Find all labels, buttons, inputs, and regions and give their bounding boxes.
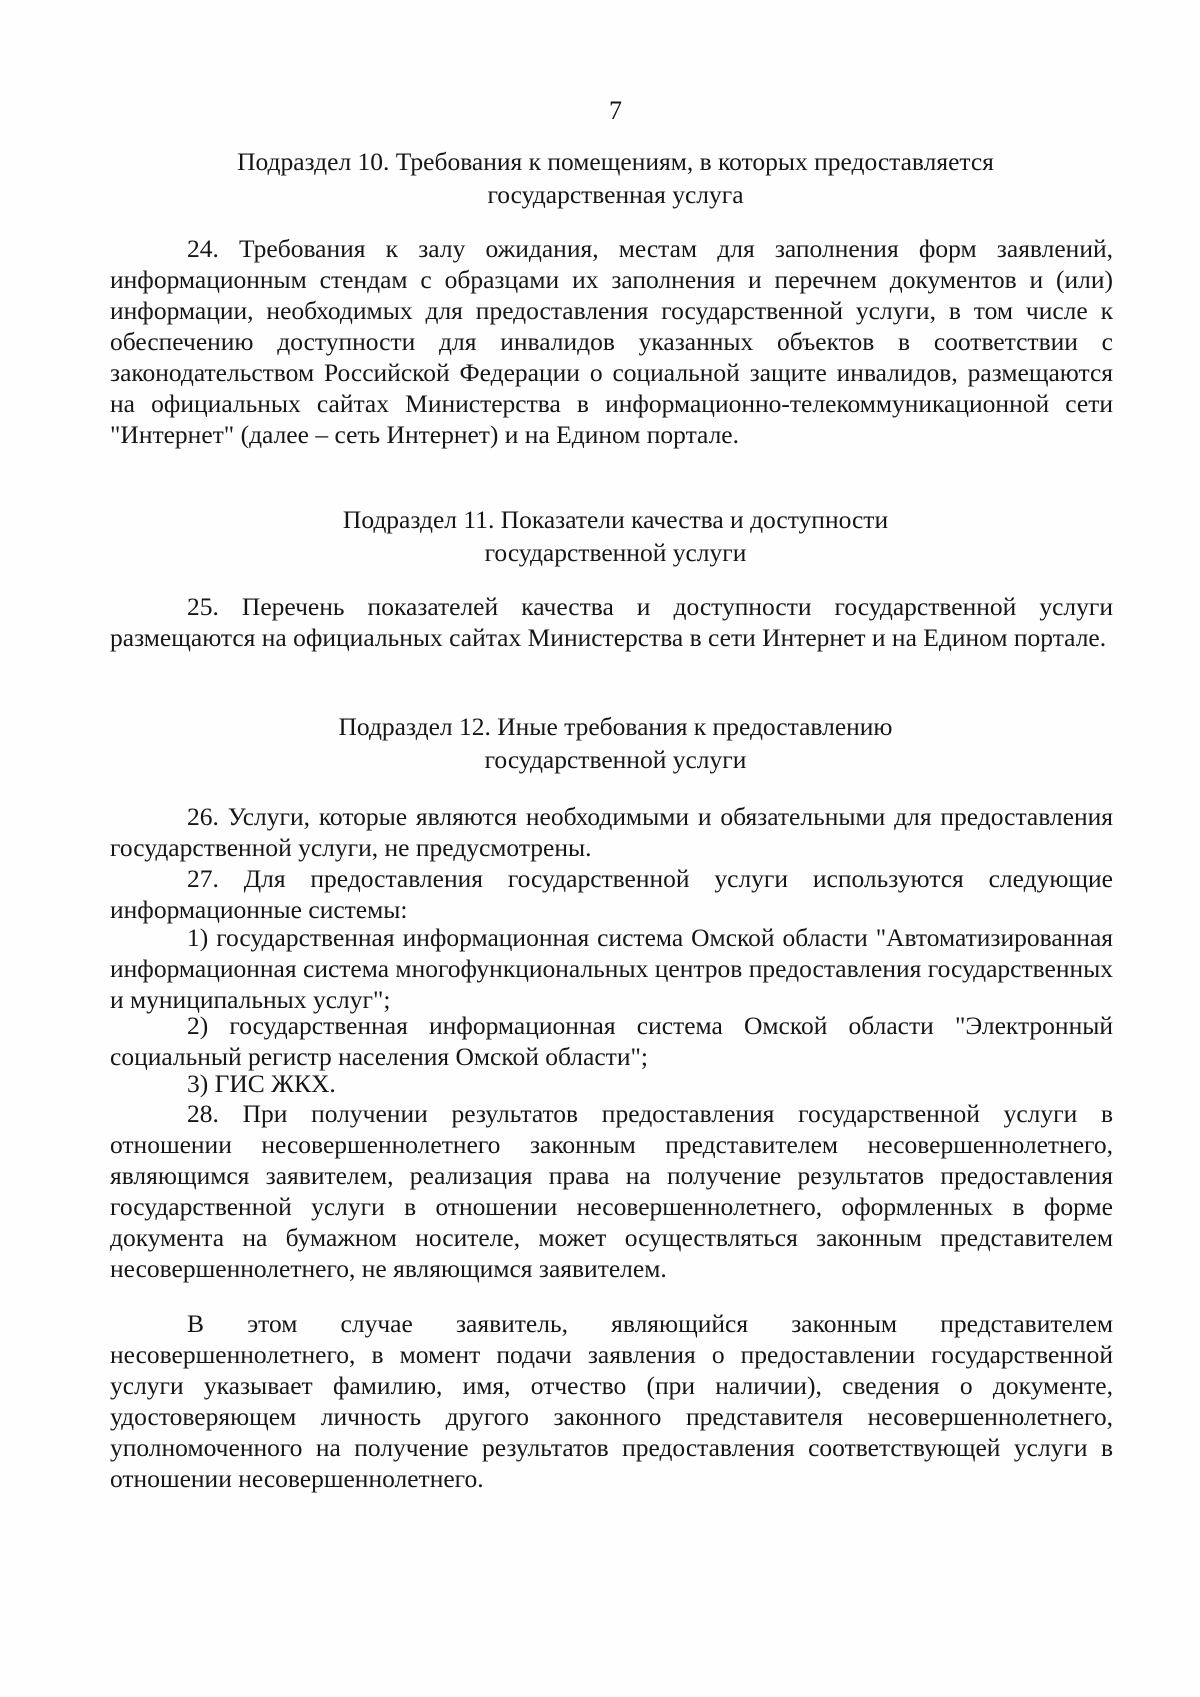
heading-line: Подраздел 10. Требования к помещениям, в которых предоставляется bbox=[237, 147, 994, 176]
paragraph-27-item-2: 2) государственная информационная система Омской области "Электронный социальный регистр населения Омской области"; bbox=[110, 1011, 1113, 1071]
heading-line: Подраздел 12. Иные требования к предоставлению bbox=[338, 712, 893, 741]
heading-line: государственной услуги bbox=[484, 538, 747, 567]
heading-line: Подраздел 11. Показатели качества и доступности bbox=[342, 505, 889, 534]
paragraph-24: 24. Требования к залу ожидания, местам для заполнения форм заявлений, информационным стендам с образцами их заполнения и перечнем документов и (или) информации, необходимых для предоставления государственной услуги, в том числе к обеспечению доступности для инвалидов указанных объектов в соответствии с законодательством Российской Федерации о социальной защите инвалидов, размещаются на официальных сайтах Министерства в информационно-телекоммуникационной сети "Интернет" (далее – сеть Интернет) и на Едином портале. bbox=[110, 234, 1113, 449]
paragraph-28-continuation: В этом случае заявитель, являющийся законным представителем несовершеннолетнего, в момент подачи заявления о предоставлении государственной услуги указывает фамилию, имя, отчество (при наличии), сведения о документе, удостоверяющем личность другого законного представителя несовершеннолетнего, уполномоченного на получение результатов предоставления соответствующей услуги в отношении несовершеннолетнего. bbox=[110, 1309, 1113, 1493]
page-number: 7 bbox=[609, 96, 622, 125]
heading-line: государственная услуга bbox=[487, 180, 744, 209]
heading-line: государственной услуги bbox=[484, 745, 747, 774]
paragraph-25: 25. Перечень показателей качества и доступности государственной услуги размещаются на официальных сайтах Министерства в сети Интернет и на Едином портале. bbox=[110, 592, 1113, 652]
paragraph-28: 28. При получении результатов предоставления государственной услуги в отношении несовершеннолетнего законным представителем несовершеннолетнего, являющимся заявителем, реализация права на получение результатов предоставления государственной услуги в отношении несовершеннолетнего, оформленных в форме документа на бумажном носителе, может осуществляться законным представителем несовершеннолетнего, не являющимся заявителем. bbox=[110, 1099, 1113, 1283]
paragraph-27: 27. Для предоставления государственной услуги используются следующие информационные системы: bbox=[110, 864, 1113, 924]
paragraph-27-item-3: 3) ГИС ЖКХ. bbox=[187, 1069, 336, 1098]
paragraph-27-item-1: 1) государственная информационная система Омской области "Автоматизированная информационная система многофункциональных центров предоставления государственных и муниципальных услуг"; bbox=[110, 923, 1113, 1014]
paragraph-26: 26. Услуги, которые являются необходимыми и обязательными для предоставления государственной услуги, не предусмотрены. bbox=[110, 802, 1113, 862]
subsection-10-heading bbox=[0, 145, 1200, 211]
subsection-11-heading bbox=[0, 503, 1200, 569]
subsection-12-heading bbox=[0, 710, 1200, 776]
